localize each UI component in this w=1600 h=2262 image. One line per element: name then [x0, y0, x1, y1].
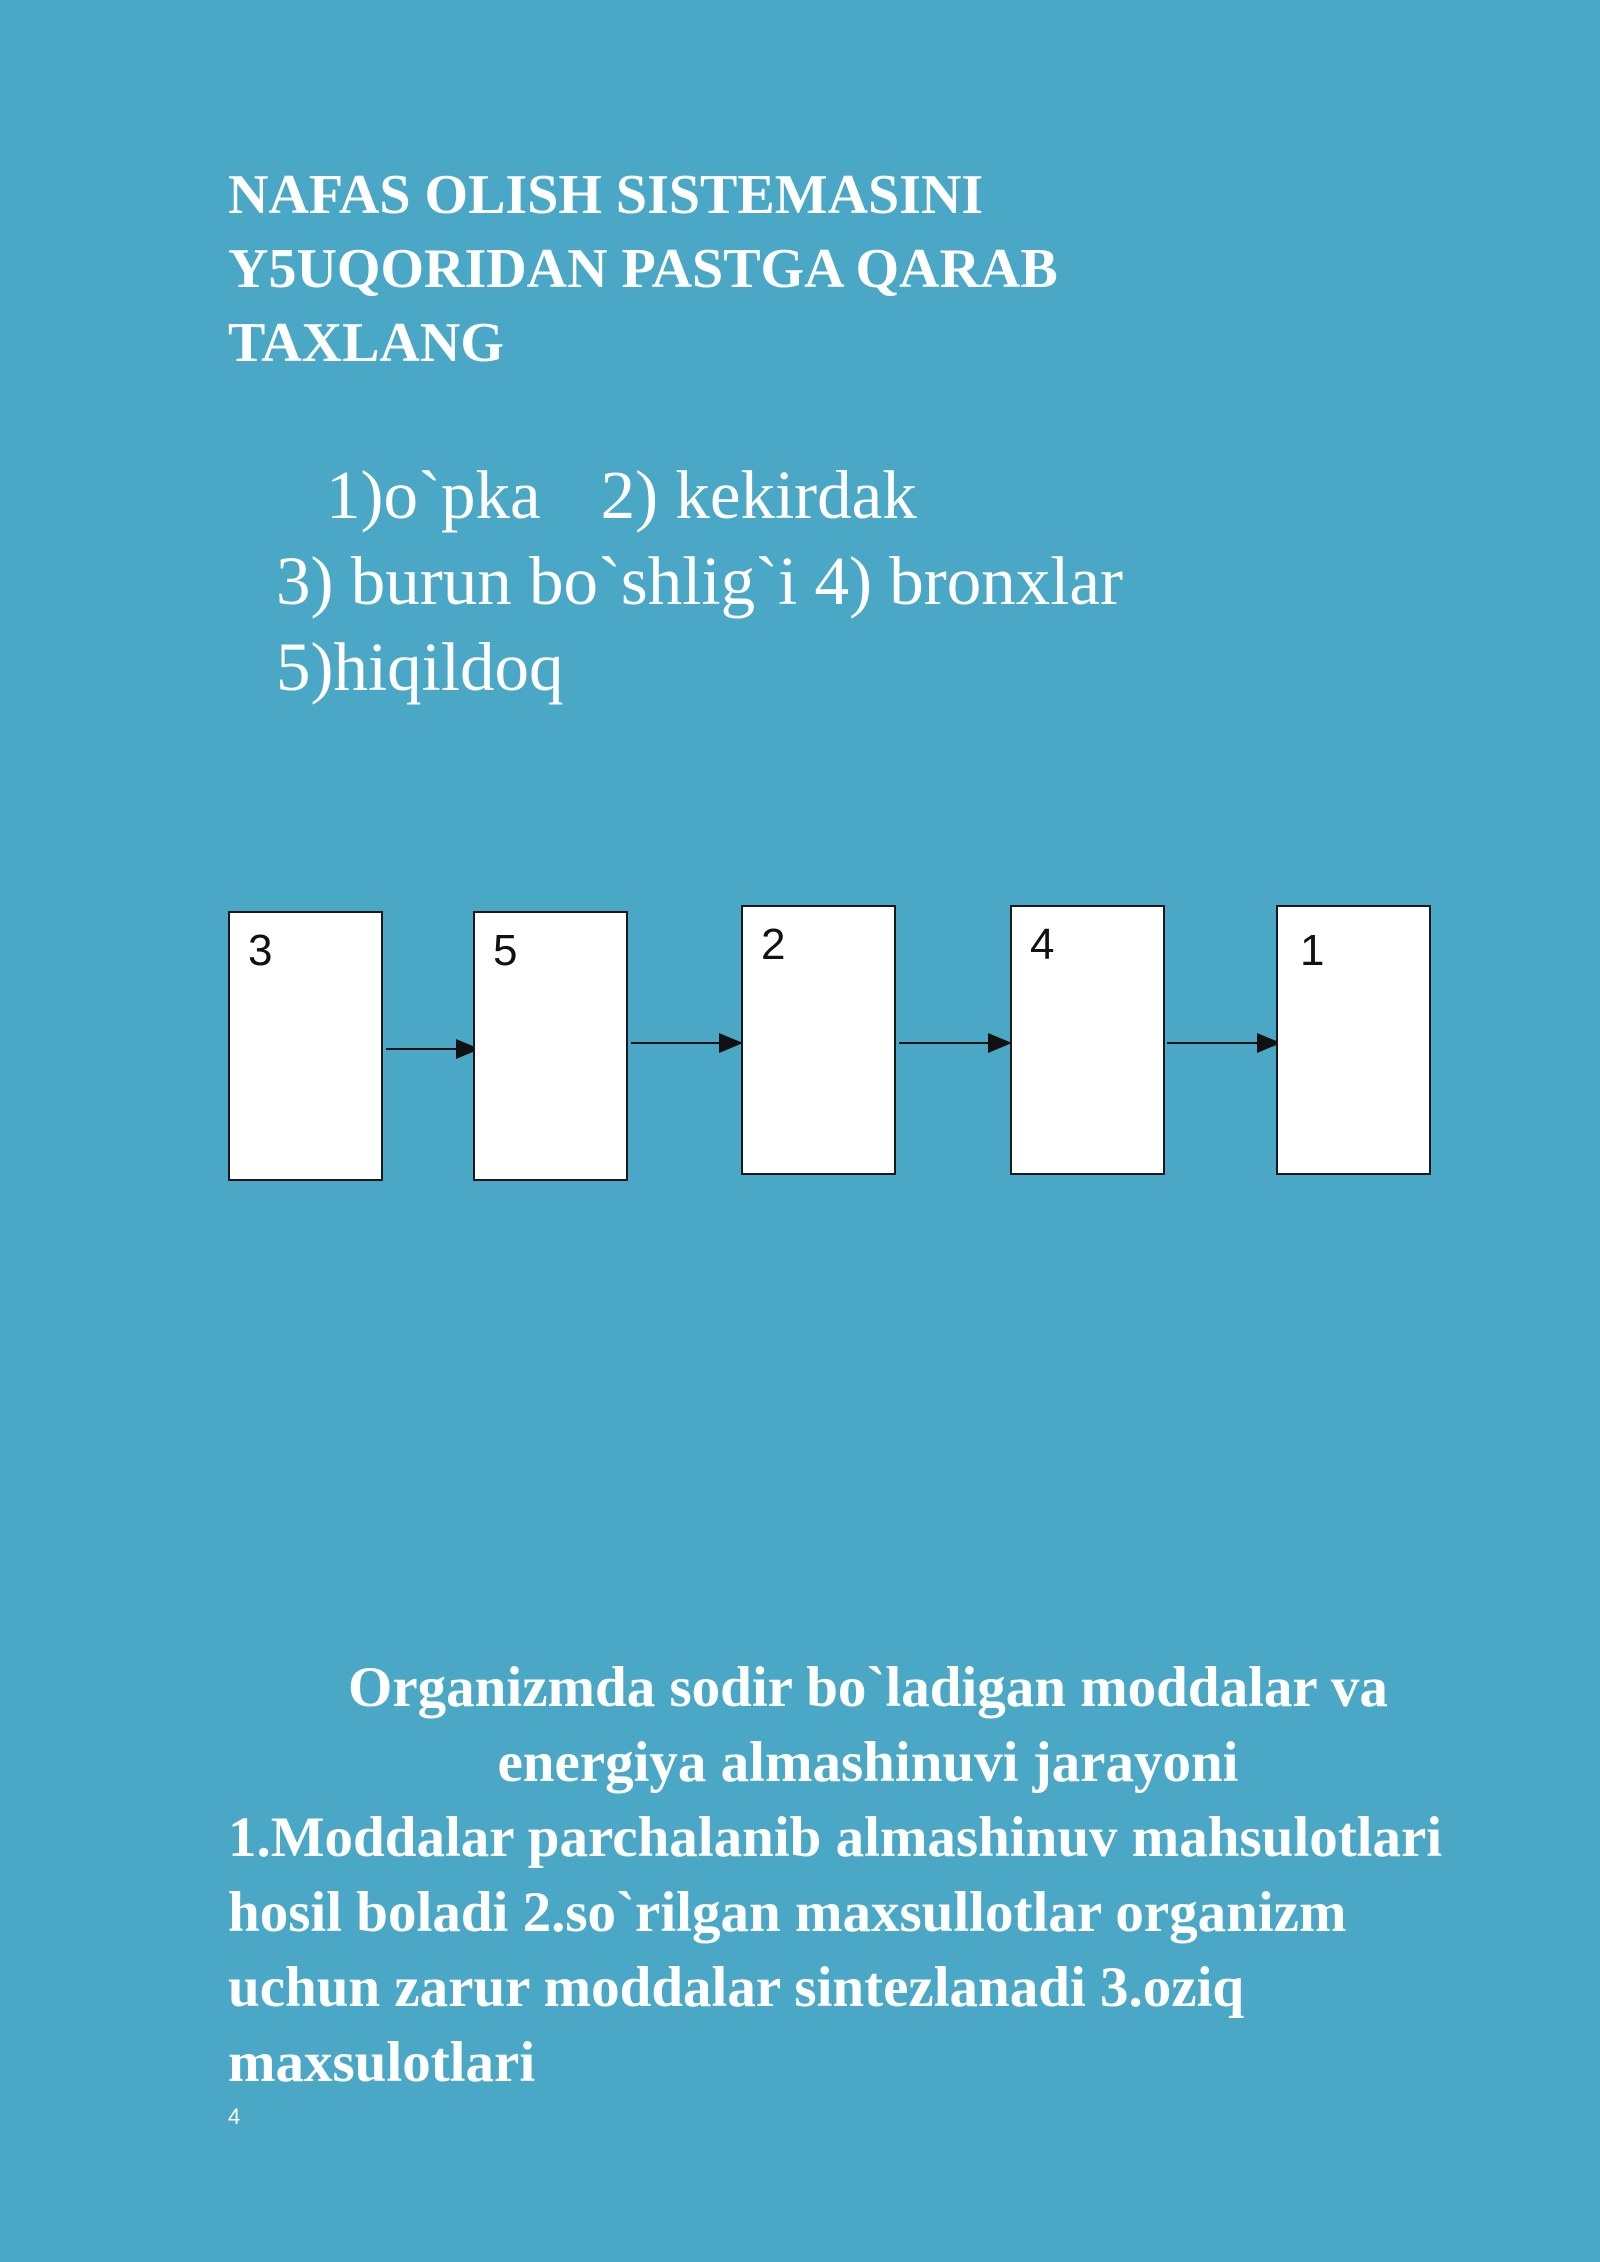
options-line-2: 3) burun bo`shlig`i 4) bronxlar — [276, 543, 1124, 619]
option-1: 1)o`pka — [326, 457, 541, 533]
flow-box-1 — [228, 911, 383, 1181]
flow-box-3-label: 2 — [761, 920, 786, 969]
flow-box-2-label: 5 — [493, 926, 518, 975]
flow-box-1-label: 3 — [248, 926, 273, 975]
flow-box-5 — [1276, 905, 1431, 1175]
page-number: 4 — [228, 2104, 241, 2129]
flow-box-4-label: 4 — [1030, 920, 1055, 969]
paragraph-heading: Organizmda sodir bo`ladigan moddalar va energiya almashinuvi jarayoni — [348, 1656, 1388, 1794]
flow-box-5-label: 1 — [1300, 926, 1325, 975]
flow-box-3 — [741, 905, 896, 1175]
flow-box-2 — [473, 911, 628, 1181]
option-2: 2) kekirdak — [600, 457, 917, 533]
page-title: NAFAS OLISH SISTEMASINI Y5UQORIDAN PASTGA QARAB TAXLANG — [228, 164, 1058, 374]
paragraph-body: 1.Moddalar parchalanib almashinuv mahsulotlari hosil boladi 2.so`rilgan maxsullotlar organizm uchun zarur moddalar sintezlanadi 3.oziq maxsulotlari — [228, 1806, 1443, 2094]
options-line-1 — [326, 452, 917, 538]
options-line-3: 5)hiqildoq — [276, 629, 564, 705]
flow-box-4 — [1010, 905, 1165, 1175]
exchange-paragraph — [228, 1650, 1478, 2100]
